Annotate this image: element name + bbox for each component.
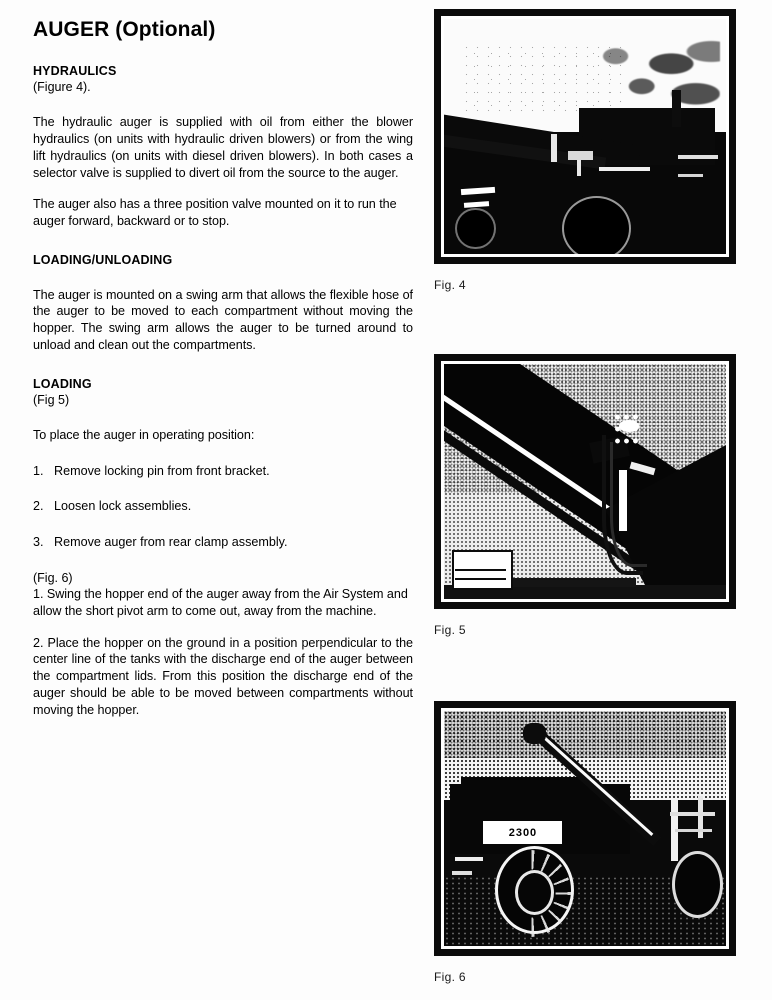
list-item-label: Remove auger from rear clamp assembly.	[54, 535, 288, 550]
figure-6-photo	[444, 711, 726, 946]
spacer	[33, 620, 413, 635]
list-item-number: 2.	[33, 635, 44, 650]
figure-6-frame	[434, 701, 736, 956]
photo-highlight	[599, 167, 650, 171]
page-title: AUGER (Optional)	[33, 18, 216, 41]
list-item-label: Swing the hopper end of the auger away from the Air System and allow the short pivot arm to come out, away from the machine.	[33, 587, 408, 618]
paragraph-hydraulics-2: The auger also has a three position valve mounted on it to run the auger forward, backward or to stop.	[33, 197, 397, 229]
list-item-label: Place the hopper on the ground in a position perpendicular to the center line of the tanks with the discharge end of the auger between the compartment lids. From this position the discharge end of the auger should be able to be moved between compartments without moving the hopper.	[33, 635, 414, 717]
photo-highlight	[619, 420, 639, 432]
photo-machine-top	[461, 777, 591, 793]
section-heading-hydraulics: HYDRAULICS	[33, 64, 117, 79]
photo-highlight	[678, 174, 703, 177]
figure-4	[434, 9, 746, 292]
list-item-number: 1.	[33, 463, 44, 478]
figure-reference-4: (Figure 4).	[33, 80, 91, 95]
photo-wheel	[562, 196, 631, 254]
figure-5	[434, 354, 746, 637]
figure-6	[434, 701, 746, 984]
photo-grain	[444, 711, 726, 758]
photo-highlight	[568, 151, 593, 160]
photo-grain	[461, 43, 625, 114]
photo-bracket	[619, 470, 627, 531]
list-item-label: Loosen lock assemblies.	[54, 499, 192, 514]
photo-ground	[506, 578, 636, 587]
spacer	[33, 515, 413, 534]
photo-model-decal	[483, 821, 562, 843]
paragraph-loading-unloading-1: The auger is mounted on a swing arm that allows the flexible hose of the auger to be moved to each compartment without moving the hopper. The swing arm allows the auger to be turned around to unload and clean out the compartments.	[33, 287, 413, 352]
photo-rail	[670, 812, 715, 816]
photo-wheel	[455, 208, 496, 250]
figure-4-caption: Fig. 4	[434, 278, 466, 292]
figure-4-photo	[444, 19, 726, 254]
paragraph-fig6-step-2	[33, 635, 413, 719]
photo-highlight	[455, 857, 483, 862]
spacer	[33, 95, 413, 114]
spacer	[33, 181, 413, 196]
paragraph-hydraulics-1: The hydraulic auger is supplied with oil from either the blower hydraulics (on units with hydraulic driven blowers) or from the wing lift hydraulics (on units with diesel driven blowers). In both cases a selector valve is supplied to divert oil from the source to the auger.	[33, 115, 413, 180]
photo-model-decal-label: 2300	[508, 826, 538, 839]
paragraph-fig6-step-1	[33, 586, 413, 619]
photo-highlight	[551, 134, 557, 162]
figure-5-caption: Fig. 5	[434, 623, 466, 637]
text-column	[33, 18, 413, 718]
figure-5-frame	[434, 354, 736, 609]
spacer	[33, 408, 413, 427]
section-heading-loading-unloading: LOADING/UNLOADING	[33, 252, 173, 267]
paragraph-loading-intro: To place the auger in operating position:	[33, 427, 255, 442]
list-item	[33, 498, 413, 515]
list-item	[33, 534, 413, 551]
list-item	[33, 463, 413, 480]
photo-rail	[675, 829, 712, 832]
photo-mast	[672, 90, 680, 128]
figure-reference-5: (Fig 5)	[33, 392, 70, 407]
spacer	[33, 268, 413, 287]
section-heading-loading: LOADING	[33, 376, 92, 391]
photo-wheel	[672, 851, 723, 918]
spacer	[33, 354, 413, 376]
figure-6-caption: Fig. 6	[434, 970, 466, 984]
figure-5-photo	[444, 364, 726, 599]
figure-column	[434, 0, 754, 1000]
list-item-number: 3.	[33, 535, 44, 550]
photo-step-rung	[455, 578, 506, 580]
photo-highlight	[452, 871, 472, 875]
list-item-label: Remove locking pin from front bracket.	[54, 463, 270, 478]
photo-highlight	[678, 155, 717, 159]
figure-4-frame	[434, 9, 736, 264]
list-item-number: 2.	[33, 499, 44, 514]
figure-reference-6: (Fig. 6)	[33, 570, 73, 585]
photo-auger-head	[523, 723, 546, 744]
photo-step-rung	[455, 569, 506, 571]
spacer	[33, 444, 413, 463]
list-item-number: 1.	[33, 587, 44, 602]
spacer	[33, 479, 413, 498]
spacer	[33, 230, 413, 252]
spacer	[33, 551, 413, 570]
photo-hose-inner	[610, 442, 647, 567]
